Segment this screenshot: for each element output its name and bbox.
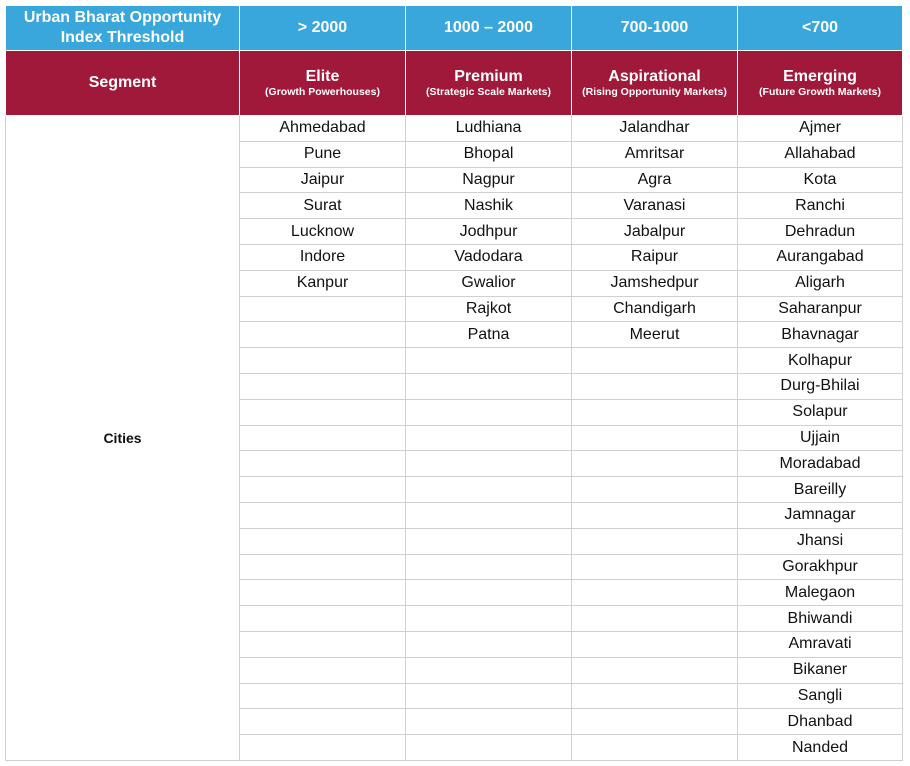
city-cell-premium xyxy=(406,580,572,606)
threshold-row xyxy=(6,6,903,51)
segment-aspirational xyxy=(572,51,738,116)
city-cell-aspirational xyxy=(572,554,738,580)
city-cell-emerging: Aurangabad xyxy=(738,244,903,270)
city-cell-emerging: Bhavnagar xyxy=(738,322,903,348)
city-cell-elite xyxy=(240,477,406,503)
segment-premium-name: Premium xyxy=(454,68,523,85)
city-cell-aspirational xyxy=(572,528,738,554)
city-cell-aspirational: Raipur xyxy=(572,244,738,270)
city-cell-aspirational xyxy=(572,502,738,528)
city-cell-aspirational: Agra xyxy=(572,167,738,193)
city-cell-elite xyxy=(240,683,406,709)
city-cell-aspirational xyxy=(572,477,738,503)
city-cell-emerging: Sangli xyxy=(738,683,903,709)
city-cell-elite xyxy=(240,348,406,374)
city-cell-premium xyxy=(406,709,572,735)
city-cell-emerging: Ujjain xyxy=(738,425,903,451)
city-cell-elite xyxy=(240,399,406,425)
city-cell-emerging: Solapur xyxy=(738,399,903,425)
city-cell-aspirational: Jabalpur xyxy=(572,219,738,245)
city-cell-elite: Kanpur xyxy=(240,270,406,296)
segment-elite-name: Elite xyxy=(305,68,340,85)
city-cell-premium: Vadodara xyxy=(406,244,572,270)
city-cell-elite: Ahmedabad xyxy=(240,116,406,142)
city-cell-elite xyxy=(240,554,406,580)
segment-label: Segment xyxy=(6,51,240,116)
city-cell-premium: Bhopal xyxy=(406,141,572,167)
city-cell-aspirational xyxy=(572,709,738,735)
cities-row-label: Cities xyxy=(6,116,240,761)
city-cell-premium xyxy=(406,502,572,528)
city-cell-aspirational: Meerut xyxy=(572,322,738,348)
segment-premium xyxy=(406,51,572,116)
city-cell-elite: Pune xyxy=(240,141,406,167)
city-cell-aspirational xyxy=(572,348,738,374)
segment-row xyxy=(6,51,903,116)
city-table-body xyxy=(6,116,903,761)
city-cell-premium xyxy=(406,657,572,683)
threshold-emerging: <700 xyxy=(738,6,903,51)
city-cell-premium: Ludhiana xyxy=(406,116,572,142)
city-cell-aspirational: Amritsar xyxy=(572,141,738,167)
city-cell-emerging: Ajmer xyxy=(738,116,903,142)
city-cell-elite xyxy=(240,451,406,477)
city-cell-aspirational xyxy=(572,425,738,451)
city-cell-elite xyxy=(240,580,406,606)
city-cell-elite xyxy=(240,657,406,683)
segment-emerging-sub: (Future Growth Markets) xyxy=(759,86,881,98)
city-cell-emerging: Allahabad xyxy=(738,141,903,167)
city-cell-emerging: Nanded xyxy=(738,735,903,761)
city-cell-premium xyxy=(406,554,572,580)
segment-emerging xyxy=(738,51,903,116)
city-segment-table xyxy=(5,5,903,761)
city-cell-aspirational xyxy=(572,631,738,657)
city-cell-elite xyxy=(240,502,406,528)
city-cell-emerging: Dehradun xyxy=(738,219,903,245)
city-cell-emerging: Bikaner xyxy=(738,657,903,683)
city-cell-aspirational: Jamshedpur xyxy=(572,270,738,296)
threshold-aspirational: 700-1000 xyxy=(572,6,738,51)
city-cell-emerging: Saharanpur xyxy=(738,296,903,322)
city-cell-emerging: Jamnagar xyxy=(738,502,903,528)
city-cell-premium: Nashik xyxy=(406,193,572,219)
city-cell-premium: Rajkot xyxy=(406,296,572,322)
segment-aspirational-sub: (Rising Opportunity Markets) xyxy=(582,86,727,98)
city-cell-elite xyxy=(240,296,406,322)
city-segment-table-container xyxy=(5,5,903,761)
city-cell-aspirational xyxy=(572,735,738,761)
city-cell-elite xyxy=(240,322,406,348)
city-cell-aspirational xyxy=(572,451,738,477)
city-cell-elite xyxy=(240,709,406,735)
segment-elite-sub: (Growth Powerhouses) xyxy=(265,86,380,98)
city-cell-emerging: Moradabad xyxy=(738,451,903,477)
city-cell-emerging: Bareilly xyxy=(738,477,903,503)
table-row xyxy=(6,116,903,142)
city-cell-elite xyxy=(240,735,406,761)
city-cell-aspirational xyxy=(572,683,738,709)
city-cell-aspirational: Varanasi xyxy=(572,193,738,219)
city-cell-emerging: Jhansi xyxy=(738,528,903,554)
city-cell-emerging: Amravati xyxy=(738,631,903,657)
city-cell-elite xyxy=(240,631,406,657)
city-cell-premium xyxy=(406,373,572,399)
city-cell-emerging: Dhanbad xyxy=(738,709,903,735)
city-cell-emerging: Bhiwandi xyxy=(738,606,903,632)
city-cell-emerging: Aligarh xyxy=(738,270,903,296)
city-cell-emerging: Gorakhpur xyxy=(738,554,903,580)
city-cell-premium: Jodhpur xyxy=(406,219,572,245)
city-cell-premium xyxy=(406,528,572,554)
city-cell-aspirational xyxy=(572,580,738,606)
threshold-elite: > 2000 xyxy=(240,6,406,51)
city-cell-premium: Nagpur xyxy=(406,167,572,193)
city-cell-premium xyxy=(406,606,572,632)
city-cell-aspirational xyxy=(572,399,738,425)
city-cell-aspirational xyxy=(572,657,738,683)
city-cell-emerging: Kota xyxy=(738,167,903,193)
city-cell-aspirational xyxy=(572,373,738,399)
city-cell-premium xyxy=(406,683,572,709)
threshold-label: Urban Bharat Opportunity Index Threshold xyxy=(6,6,240,51)
city-cell-premium xyxy=(406,451,572,477)
city-cell-premium xyxy=(406,399,572,425)
city-cell-aspirational: Chandigarh xyxy=(572,296,738,322)
city-cell-elite xyxy=(240,606,406,632)
city-cell-premium: Patna xyxy=(406,322,572,348)
city-cell-elite xyxy=(240,373,406,399)
city-cell-emerging: Malegaon xyxy=(738,580,903,606)
city-cell-emerging: Durg-Bhilai xyxy=(738,373,903,399)
threshold-premium: 1000 – 2000 xyxy=(406,6,572,51)
city-cell-elite: Lucknow xyxy=(240,219,406,245)
city-cell-premium xyxy=(406,348,572,374)
city-cell-aspirational: Jalandhar xyxy=(572,116,738,142)
city-cell-emerging: Kolhapur xyxy=(738,348,903,374)
segment-aspirational-name: Aspirational xyxy=(608,68,701,85)
city-cell-elite: Indore xyxy=(240,244,406,270)
city-cell-elite: Surat xyxy=(240,193,406,219)
city-cell-emerging: Ranchi xyxy=(738,193,903,219)
segment-premium-sub: (Strategic Scale Markets) xyxy=(426,86,551,98)
city-cell-elite xyxy=(240,528,406,554)
city-cell-elite xyxy=(240,425,406,451)
city-cell-aspirational xyxy=(572,606,738,632)
city-cell-premium: Gwalior xyxy=(406,270,572,296)
city-cell-elite: Jaipur xyxy=(240,167,406,193)
segment-elite xyxy=(240,51,406,116)
segment-emerging-name: Emerging xyxy=(783,68,857,85)
city-cell-premium xyxy=(406,631,572,657)
city-cell-premium xyxy=(406,477,572,503)
city-cell-premium xyxy=(406,735,572,761)
city-cell-premium xyxy=(406,425,572,451)
